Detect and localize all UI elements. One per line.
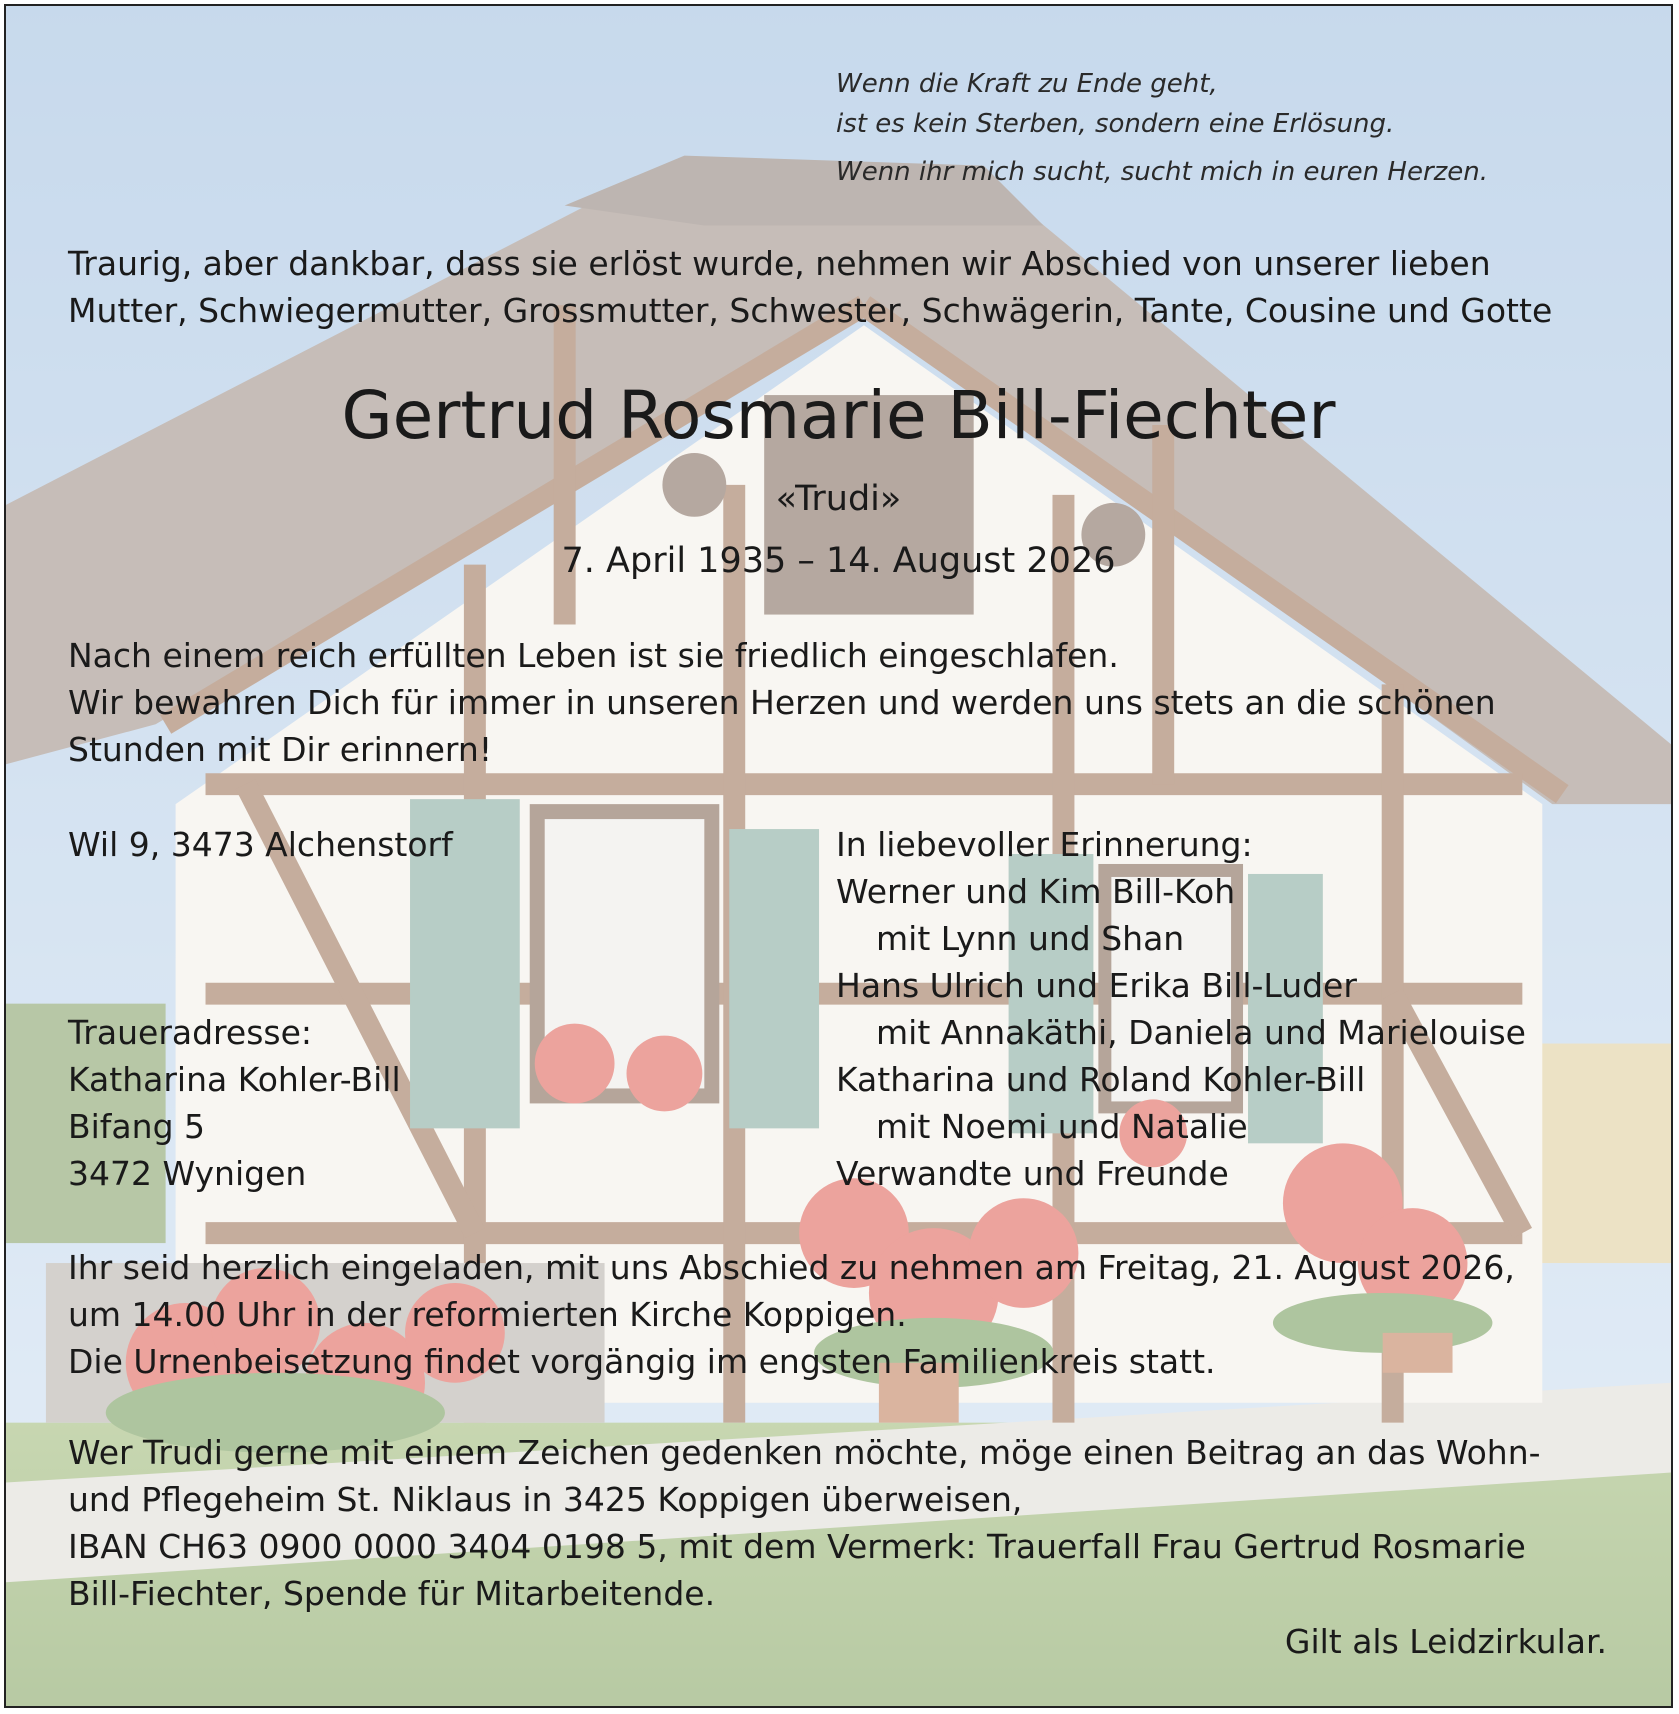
poem xyxy=(836,64,1616,192)
address-column xyxy=(68,821,768,1197)
ceremony-line: um 14.00 Uhr in der reformierten Kirche Koppigen. xyxy=(68,1295,907,1334)
message-line: Wir bewahren Dich für immer in unseren Herzen und werden uns stets an die schönen xyxy=(68,683,1496,722)
mourning-address-line: Katharina Kohler-Bill xyxy=(68,1060,401,1099)
obituary-text xyxy=(6,6,1671,1706)
poem-line: Wenn ihr mich sucht, sucht mich in euren Herzen. xyxy=(836,157,1489,187)
obituary-card xyxy=(4,4,1673,1708)
deceased-nickname: «Trudi» xyxy=(775,479,902,519)
ceremony-line: Ihr seid herzlich eingeladen, mit uns Abschied zu nehmen am Freitag, 21. August 2026, xyxy=(68,1248,1515,1287)
intro-line: Traurig, aber dankbar, dass sie erlöst wurde, nehmen wir Abschied von unserer lieben xyxy=(68,244,1491,283)
home-address: Wil 9, 3473 Alchenstorf xyxy=(68,825,453,864)
mourning-address-label: Traueradresse: xyxy=(68,1013,313,1052)
closing-note: Gilt als Leidzirkular. xyxy=(1284,1622,1607,1661)
deceased-name: Gertrud Rosmarie Bill-Fiechter xyxy=(341,377,1336,454)
poem-line: ist es kein Sterben, sondern eine Erlösung. xyxy=(836,109,1395,139)
donation-paragraph xyxy=(68,1429,1628,1617)
family-line: Katharina und Roland Kohler-Bill xyxy=(836,1060,1366,1099)
message-line: Nach einem reich erfüllten Leben ist sie friedlich eingeschlafen. xyxy=(68,636,1119,675)
intro-line: Mutter, Schwiegermutter, Grossmutter, Schwester, Schwägerin, Tante, Cousine und Gotte xyxy=(68,291,1553,330)
message-paragraph xyxy=(68,632,1628,773)
mourning-address-line: 3472 Wynigen xyxy=(68,1154,307,1193)
donation-line: und Pflegeheim St. Niklaus in 3425 Koppigen überweisen, xyxy=(68,1480,1023,1519)
poem-line: Wenn die Kraft zu Ende geht, xyxy=(836,69,1218,99)
donation-line: Bill-Fiechter, Spende für Mitarbeitende. xyxy=(68,1574,716,1613)
family-line: mit Lynn und Shan xyxy=(876,919,1185,958)
life-dates: 7. April 1935 – 14. August 2026 xyxy=(561,541,1116,581)
intro-paragraph xyxy=(68,240,1628,334)
donation-line: Wer Trudi gerne mit einem Zeichen gedenken möchte, möge einen Beitrag an das Wohn- xyxy=(68,1433,1541,1472)
donation-line: IBAN CH63 0900 0000 3404 0198 5, mit dem Vermerk: Trauerfall Frau Gertrud Rosmarie xyxy=(68,1527,1526,1566)
family-line: mit Annakäthi, Daniela und Marielouise xyxy=(876,1013,1526,1052)
family-heading: In liebevoller Erinnerung: xyxy=(836,825,1253,864)
family-line: Werner und Kim Bill-Koh xyxy=(836,872,1236,911)
family-line: Verwandte und Freunde xyxy=(836,1154,1229,1193)
message-line: Stunden mit Dir erinnern! xyxy=(68,730,493,769)
family-line: mit Noemi und Natalie xyxy=(876,1107,1248,1146)
family-line: Hans Ulrich und Erika Bill-Luder xyxy=(836,966,1357,1005)
mourning-address-line: Bifang 5 xyxy=(68,1107,205,1146)
ceremony-paragraph xyxy=(68,1244,1628,1385)
family-column xyxy=(836,821,1636,1197)
ceremony-line: Die Urnenbeisetzung findet vorgängig im engsten Familienkreis statt. xyxy=(68,1342,1216,1381)
